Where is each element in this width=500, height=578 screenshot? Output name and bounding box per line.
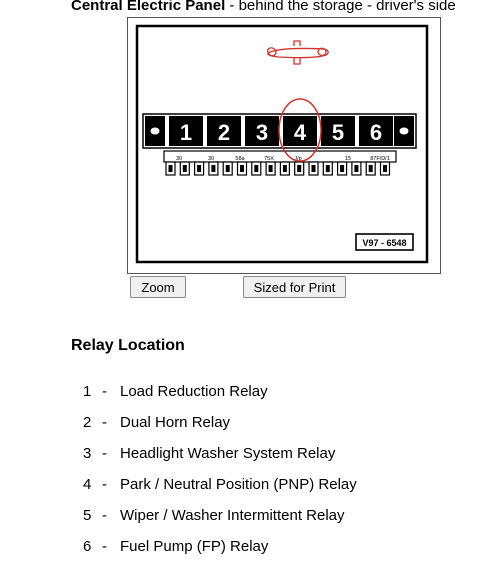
terminal-label: 58a [235, 156, 245, 162]
connector-pin-contact [369, 165, 373, 172]
relay-number: 4 [83, 476, 92, 493]
relay-number: 2 [83, 414, 92, 431]
mount-hole-right [399, 127, 409, 135]
relay-slot-number: 6 [369, 120, 383, 145]
relay-number: 3 [83, 445, 92, 462]
relay-slot-number: 4 [293, 120, 307, 145]
connector-pin-contact [211, 165, 215, 172]
relay-name: Park / Neutral Position (PNP) Relay [120, 476, 357, 493]
panel-heading [71, 0, 456, 14]
relay-list-item [0, 538, 500, 569]
relay-list-item [0, 383, 500, 414]
relay-number: 5 [83, 507, 92, 524]
relay-dash: - [102, 507, 107, 524]
relay-list-item [0, 476, 500, 507]
connector-pin-contact [169, 165, 173, 172]
relay-dash: - [102, 383, 107, 400]
terminal-rail [164, 151, 396, 162]
relay-name: Wiper / Washer Intermittent Relay [120, 507, 345, 524]
relay-dash: - [102, 445, 107, 462]
terminal-label: J/p [294, 156, 302, 162]
relay-name: Dual Horn Relay [120, 414, 231, 431]
relay-list-item [0, 414, 500, 445]
connector-pin-contact [226, 165, 230, 172]
panel-title: Central Electric Panel [71, 0, 226, 14]
connector-pin-contact [240, 165, 244, 172]
relay-dash: - [102, 538, 107, 555]
connector-pin-contact [326, 165, 330, 172]
connector-pin-contact [297, 165, 301, 172]
zoom-button[interactable]: Zoom [130, 276, 186, 298]
relay-location-heading: Relay Location [71, 337, 185, 354]
relay-slot-number: 5 [331, 120, 345, 145]
relay-slot-number: 1 [179, 120, 193, 145]
connector-pin-contact [340, 165, 344, 172]
relay-list-item [0, 445, 500, 476]
relay-name: Headlight Washer System Relay [120, 445, 336, 462]
relay-slot-number: 2 [217, 120, 231, 145]
relay-name: Fuel Pump (FP) Relay [120, 538, 269, 555]
connector-pin-contact [383, 165, 387, 172]
relay-dash: - [102, 476, 107, 493]
relay-number: 1 [83, 383, 92, 400]
relay-dash: - [102, 414, 107, 431]
connector-pin-contact [283, 165, 287, 172]
relay-name: Load Reduction Relay [120, 383, 268, 400]
relay-number: 6 [83, 538, 92, 555]
terminal-label: 30 [175, 156, 183, 162]
panel-subtitle: - behind the storage - driver's side [225, 0, 456, 14]
connector-pin-contact [197, 165, 201, 172]
relay-panel-drawing [128, 18, 440, 273]
connector-pin-contact [254, 165, 258, 172]
relay-location-list [0, 383, 500, 569]
connector-pin-contact [269, 165, 273, 172]
connector-pin-contact [354, 165, 358, 172]
relay-slot-number: 3 [255, 120, 269, 145]
terminal-label: 87F/D/1 [370, 156, 390, 162]
terminal-label: 30 [207, 156, 215, 162]
relay-panel-diagram [127, 17, 441, 274]
mount-hole-left [150, 127, 160, 135]
figure-code: V97 - 6548 [362, 238, 407, 248]
sized-for-print-button[interactable]: Sized for Print [243, 276, 346, 298]
relay-list-item [0, 507, 500, 538]
terminal-label: 15 [344, 156, 352, 162]
terminal-label: 75X [264, 156, 274, 162]
connector-pin-contact [312, 165, 316, 172]
connector-pin-contact [183, 165, 187, 172]
